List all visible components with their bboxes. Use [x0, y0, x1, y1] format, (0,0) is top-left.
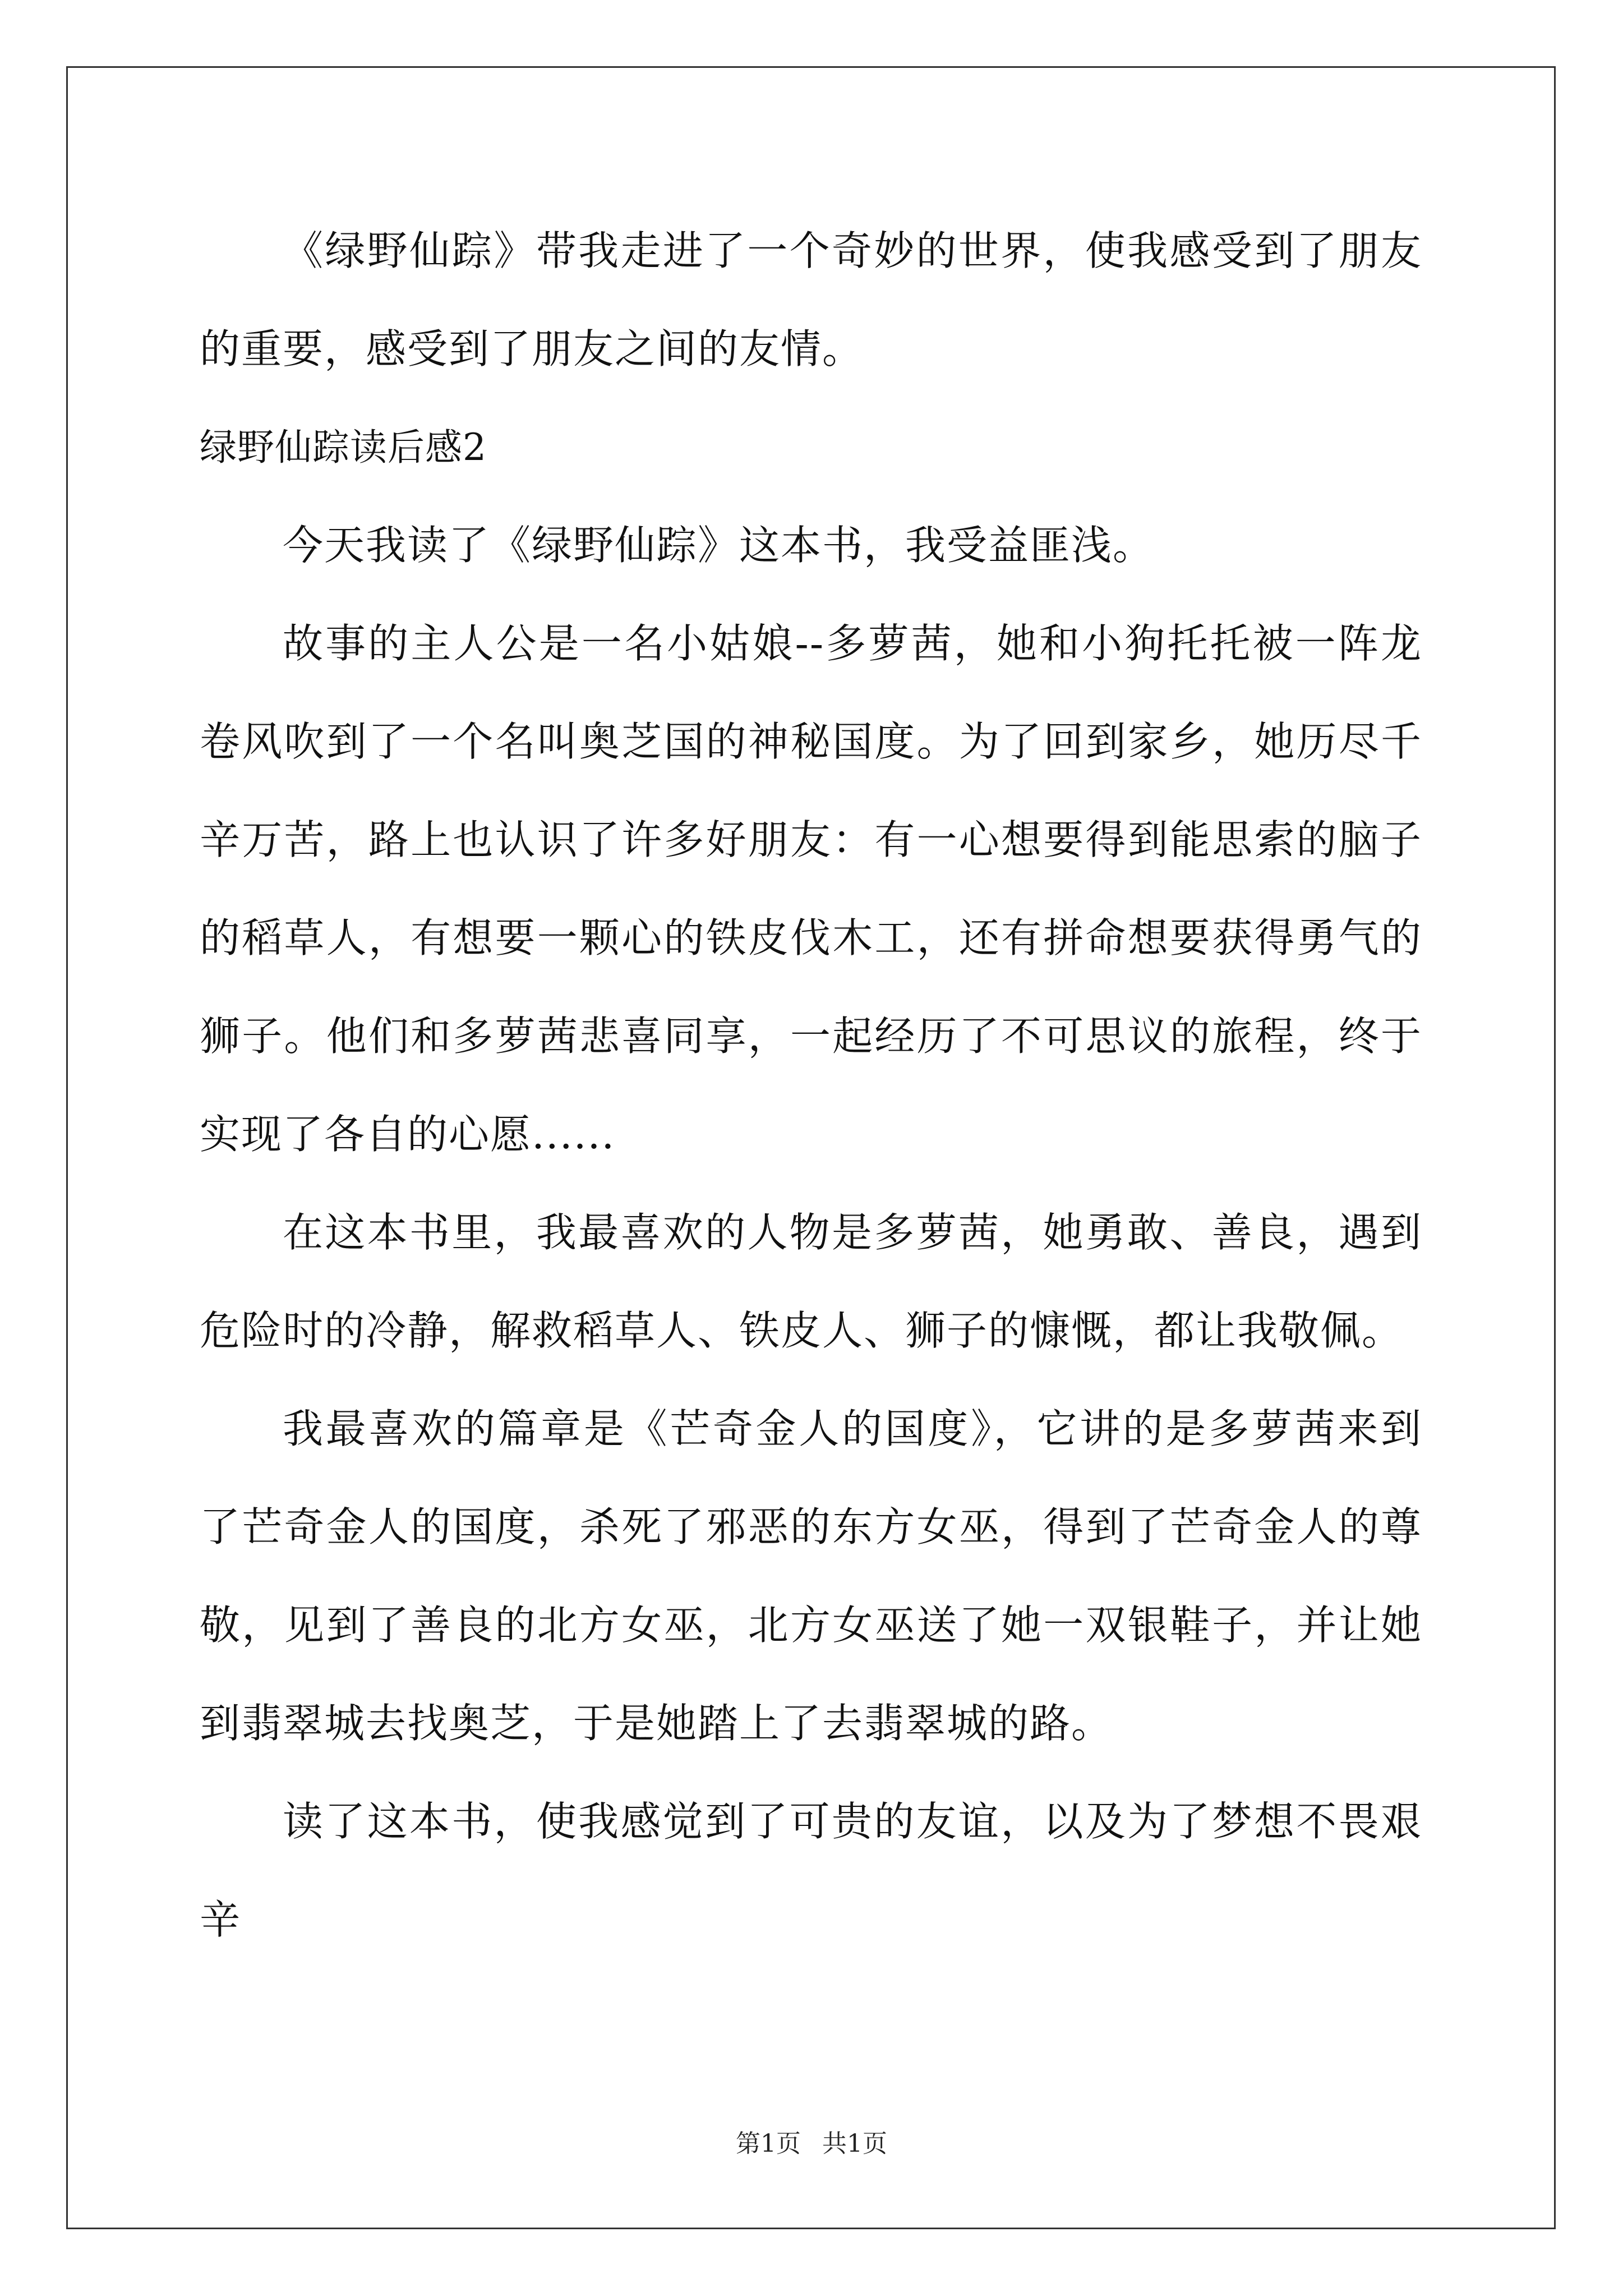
paragraph-3: 今天我读了《绿野仙踪》这本书，我受益匪浅。 [283, 522, 1155, 569]
paragraph-7: 读了这本书，使我感觉到了可贵的友谊，以及为了梦想不畏艰辛 [200, 1798, 1422, 1943]
document-body [200, 202, 1422, 1969]
page-number-current: 第1页 [736, 2129, 801, 2158]
section-heading: 绿野仙踪读后感2 [200, 426, 487, 469]
page-number-total: 共1页 [822, 2129, 887, 2158]
paragraph-1: 《绿野仙踪》带我走进了一个奇妙的世界，使我感受到了朋友的重要，感受到了朋友之间的友情。 [200, 227, 1422, 372]
paragraph-4: 故事的主人公是一名小姑娘--多萝茜，她和小狗托托被一阵龙卷风吹到了一个名叫奥芝国的神秘国度。为了回到家乡，她历尽千辛万苦，路上也认识了许多好朋友：有一心想要得到能思索的脑子的稻草人，有想要一颗心的铁皮伐木工，还有拼命想要获得勇气的狮子。他们和多萝茜悲喜同享，一起经历了不可思议的旅程，终于实现了各自的心愿...... [200, 620, 1422, 1158]
page-footer [0, 2127, 1623, 2161]
paragraph-5: 在这本书里，我最喜欢的人物是多萝茜，她勇敢、善良，遇到危险时的冷静，解救稻草人、铁皮人、狮子的慷慨，都让我敬佩。 [200, 1209, 1422, 1354]
paragraph-6: 我最喜欢的篇章是《芒奇金人的国度》，它讲的是多萝茜来到了芒奇金人的国度，杀死了邪恶的东方女巫，得到了芒奇金人的尊敬，见到了善良的北方女巫，北方女巫送了她一双银鞋子，并让她到翡翠城去找奥芝，于是她踏上了去翡翠城的路。 [200, 1405, 1422, 1747]
